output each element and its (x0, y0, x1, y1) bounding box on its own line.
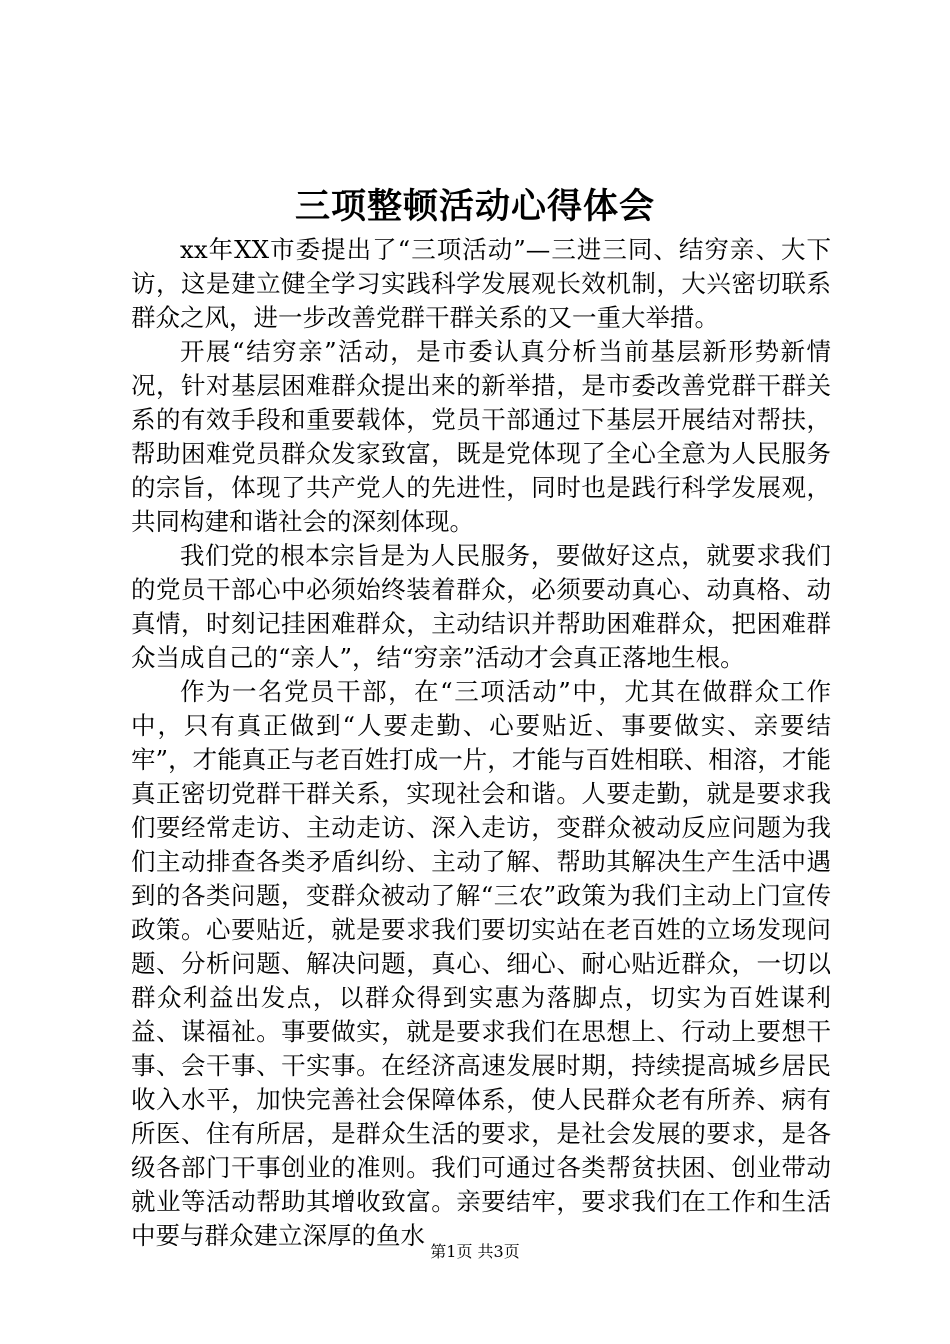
document-title: 三项整顿活动心得体会 (294, 186, 655, 227)
paragraph-2: 开展“结穷亲”活动，是市委认真分析当前基层新形势新情况，针对基层困难群众提出来的新举措，是市委改善党群干群关系的有效手段和重要载体，党员干部通过下基层开展结对帮扶，帮助困难党员群众发家致富，既是党体现了全心全意为人民服务的宗旨，体现了共产党人的先进性，同时也是践行科学发展观，共同构建和谐社会的深刻体现。 (131, 337, 831, 536)
document-body (131, 233, 831, 1253)
page-number-footer: 第1页 共3页 (430, 1242, 520, 1261)
paragraph-4: 作为一名党员干部，在“三项活动”中，尤其在做群众工作中，只有真正做到“人要走勤、心要贴近、事要做实、亲要结牢”，才能真正与老百姓打成一片，才能与百姓相联、相溶，才能真正密切党群干群关系，实现社会和谐。人要走勤，就是要求我们要经常走访、主动走访、深入走访，变群众被动反应问题为我们主动排查各类矛盾纠纷、主动了解、帮助其解决生产生活中遇到的各类问题，变群众被动了解“三农”政策为我们主动上门宣传政策。心要贴近，就是要求我们要切实站在老百姓的立场发现问题、分析问题、解决问题，真心、细心、耐心贴近群众，一切以群众利益出发点，以群众得到实惠为落脚点，切实为百姓谋利益、谋福祉。事要做实，就是要求我们在思想上、行动上要想干事、会干事、干实事。在经济高速发展时期，持续提高城乡居民收入水平，加快完善社会保障体系，使人民群众老有所养、病有所医、住有所居，是群众生活的要求，是社会发展的要求，是各级各部门干事创业的准则。我们可通过各类帮贫扶困、创业带动就业等活动帮助其增收致富。亲要结牢，要求我们在工作和生活中要与群众建立深厚的鱼水 (131, 677, 831, 1250)
paragraph-1: xx年XX市委提出了“三项活动”—三进三同、结穷亲、大下访，这是建立健全学习实践科学发展观长效机制，大兴密切联系群众之风，进一步改善党群干群关系的又一重大举措。 (131, 235, 831, 332)
paragraph-3: 我们党的根本宗旨是为人民服务，要做好这点，就要求我们的党员干部心中必须始终装着群众，必须要动真心、动真格、动真情，时刻记挂困难群众，主动结识并帮助困难群众，把困难群众当成自己的“亲人”，结“穷亲”活动才会真正落地生根。 (131, 541, 831, 672)
